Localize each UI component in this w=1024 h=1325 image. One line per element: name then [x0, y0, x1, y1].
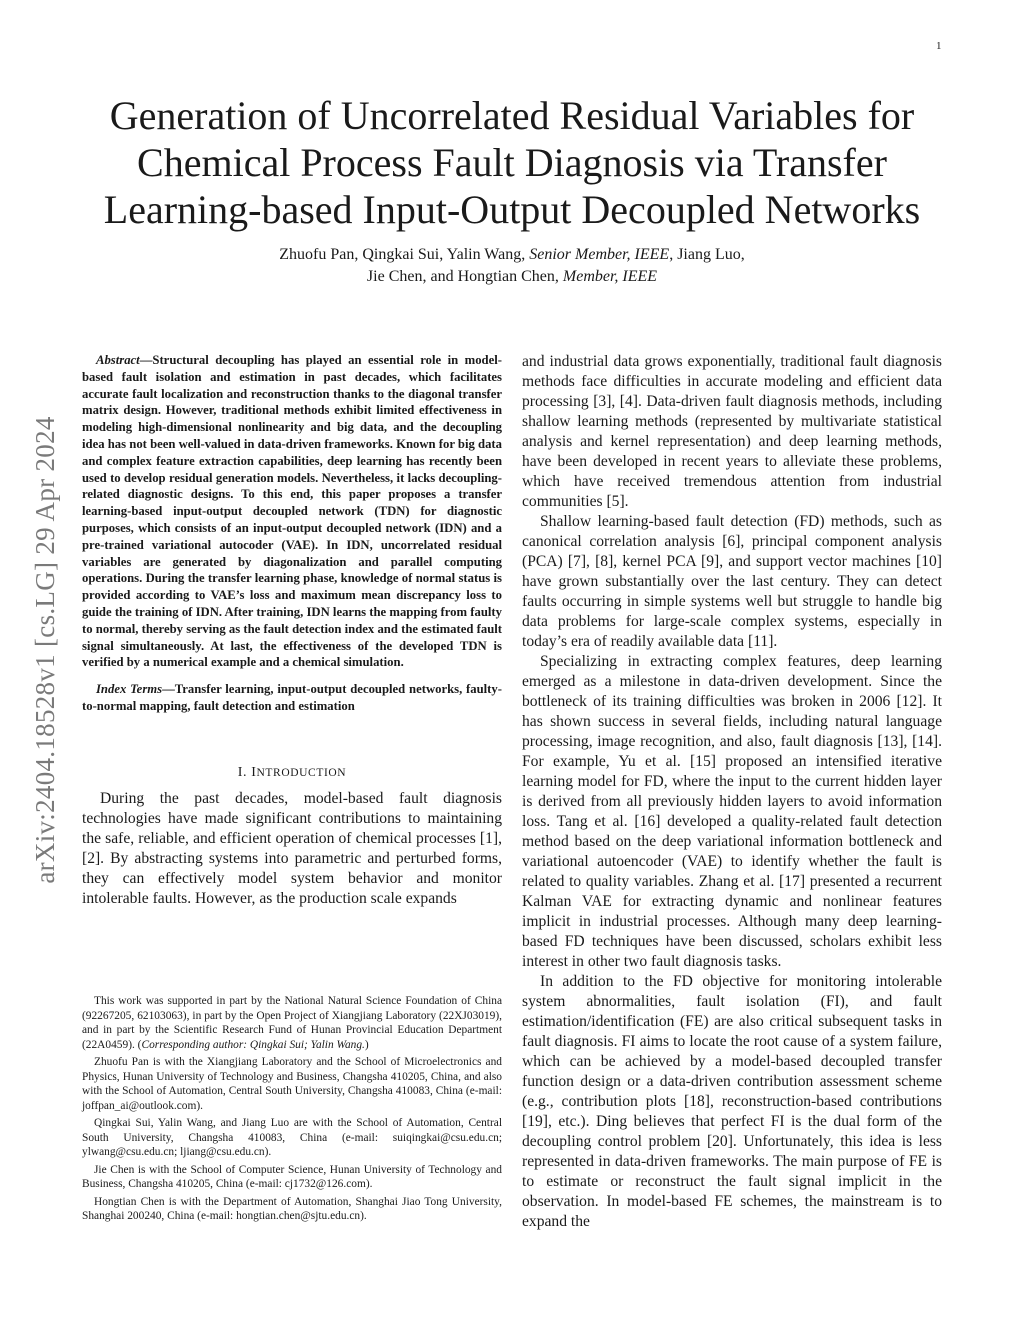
author-membership: Member, IEEE	[562, 268, 658, 285]
abstract	[82, 352, 502, 671]
footnote-text: This work was supported in part by the National Natural Science Foundation of China (92267205, 62103063), in part by the Open Project of Xiangjiang Laboratory (22XJ03019), and in part by the Scientific Research Fund of Hunan Provincial Education Department (22A0459). (	[82, 995, 502, 1051]
footnotes	[82, 994, 502, 1227]
title-line: Generation of Uncorrelated Residual Variables for	[109, 93, 915, 138]
introduction-paragraph: During the past decades, model-based fault diagnosis technologies have made significant contributions to maintaining the safe, reliable, and efficient operation of chemical processes [1], [2]. By abstracting systems into parametric and perturbed forms, they can effectively model system behavior and monitor intolerable faults. However, as the production scale expands	[82, 789, 502, 907]
right-column	[522, 352, 942, 1232]
body-paragraph: and industrial data grows exponentially, traditional fault diagnosis methods face difficulties in accurate modeling and efficient data processing [3], [4]. Data-driven fault diagnosis methods, including shallow learning methods (represented by multivariate statistical analysis and kernel representation) and deep learning methods, have been developed in recent years to alleviate these problems, which have received tremendous attention from industrial communities [5].	[522, 353, 942, 510]
title-line: Learning-based Input-Output Decoupled Networks	[103, 187, 921, 232]
arxiv-identifier[interactable]: arXiv:2404.18528v1 [cs.LG] 29 Apr 2024	[30, 416, 60, 884]
authors-text: Jie Chen, and Hongtian Chen,	[366, 268, 563, 285]
section-title-initial: I	[251, 764, 257, 780]
left-column	[82, 352, 502, 909]
section-number: I.	[237, 764, 252, 780]
footnote-affiliation: Qingkai Sui, Yalin Wang, and Jiang Luo are with the School of Automation, Central South University, Changsha 410083, China (e-mail: suiqingkai@csu.edu.cn; ylwang@csu.edu.cn; ljiang@csu.edu.cn).	[82, 1117, 502, 1158]
authors-text: , Jiang Luo,	[669, 246, 745, 263]
body-paragraph: Specializing in extracting complex features, deep learning emerged as a milestone in data-driven development. Since the bottleneck of its training difficulties was broken in 2006 [12]. It has shown success in several fields, including natural language processing, image recognition, and also, fault diagnosis [13], [14]. For example, Yu et al. [15] proposed an intensified iterative learning model for FD, where the input to the current hidden layer is derived from all previously hidden layers to avoid information loss. Tang et al. [16] developed a quality-related fault detection method based on the deep variational information bottleneck and variational autoencoder (VAE) to identify whether the fault is related to quality variables. Zhang et al. [17] presented a recurrent Kalman VAE for extracting dynamic and nonlinear features implicit in industrial processes. Although many deep learning-based FD techniques have been discussed, scholars exhibit less interest in other two fault diagnosis tasks.	[522, 653, 942, 970]
title-line: Chemical Process Fault Diagnosis via Transfer	[137, 140, 887, 185]
footnote-affiliation: Hongtian Chen is with the Department of Automation, Shanghai Jiao Tong University, Shanghai 200240, China (e-mail: hongtian.chen@sjtu.edu.cn).	[82, 1195, 502, 1222]
body-paragraph: Shallow learning-based fault detection (FD) methods, such as canonical correlation analysis [6], principal component analysis (PCA) [7], [8], kernel PCA [9], and support vector machines [10] have grown substantially over the last century. They can detect faults occurring in simple systems well but struggle to handle big data problems for large-scale complex systems, especially in today’s era of readily available data [11].	[522, 513, 942, 650]
footnote-affiliation: Jie Chen is with the School of Computer Science, Hunan University of Technology and Business, Changsha 410205, China (e-mail: cj1732@126.com).	[82, 1163, 502, 1190]
index-terms	[82, 681, 502, 715]
paper-title	[70, 92, 954, 233]
footnote-funding	[82, 994, 502, 1052]
corresponding-author: Corresponding author: Qingkai Sui; Yalin Wang.	[141, 1038, 365, 1051]
section-heading-introduction	[82, 765, 502, 781]
page-number: 1	[936, 40, 942, 52]
authors-text: Zhuofu Pan, Qingkai Sui, Yalin Wang,	[279, 246, 530, 263]
abstract-label: Abstract	[96, 353, 140, 367]
footnote-affiliation: Zhuofu Pan is with the Xiangjiang Laboratory and the School of Microelectronics and Physics, Hunan University of Technology and Business, Changsha 410205, China, and also with the School of Automation, Central South University, Changsha 410083, China (e-mail: joffpan_ai@outlook.com).	[82, 1056, 502, 1112]
footnote-text: )	[364, 1038, 369, 1051]
author-membership: Senior Member, IEEE	[529, 246, 670, 263]
author-list	[70, 244, 954, 288]
index-terms-text: —Transfer learning, input-output decoupled networks, faulty-to-normal mapping, fault detection and estimation	[82, 682, 502, 713]
body-paragraph: In addition to the FD objective for monitoring intolerable system abnormalities, fault isolation (FI), and fault estimation/identification (FE) are also critical subsequent tasks in fault diagnosis. FI aims to locate the root cause of a system failure, which can be achieved by a model-based decoupled transfer function design or a data-driven contribution assessment scheme (e.g., contribution plots [18], reconstruction-based contributions [19], etc.). Ding believes that perfect FI is the dual form of the decoupling control problem [20]. Unfortunately, this idea is less represented in data-driven frameworks. The main purpose of FE is to estimate or reconstruct the fault signal implicit in the observation. In model-based FE schemes, the mainstream is to expand the	[522, 973, 942, 1230]
section-title-rest: NTRODUCTION	[256, 766, 347, 779]
index-terms-label: Index Terms	[96, 682, 163, 697]
abstract-text: —Structural decoupling has played an essential role in model-based fault isolation and estimation in past decades, which facilitates accurate fault localization and reconstruction thanks to the diagonal transfer matrix design. However, traditional methods exhibit limited effectiveness in modeling high-dimensional nonlinearity and big data, and the decoupling idea has not been well-valued in data-driven frameworks. Known for big data and complex feature extraction capabilities, deep learning has recently been used to develop residual generation models. Nevertheless, it lacks decoupling-related diagnostic designs. To this end, this paper proposes a transfer learning-based input-output decoupled network (TDN) for diagnostic purposes, which consists of an input-output decoupled network (IDN) and a pre-trained variational autocoder (VAE). In IDN, uncorrelated residual variables are generated by diagonalization and parallel computing operations. During the transfer learning phase, knowledge of normal status is provided according to VAE’s loss and maximum mean discrepancy loss to guide the training of IDN. After training, IDN learns the mapping from faulty to normal, thereby serving as the fault detection index and the estimated fault signal simultaneously. At last, the effectiveness of the developed TDN is verified by a numerical example and a chemical simulation.	[82, 353, 502, 670]
